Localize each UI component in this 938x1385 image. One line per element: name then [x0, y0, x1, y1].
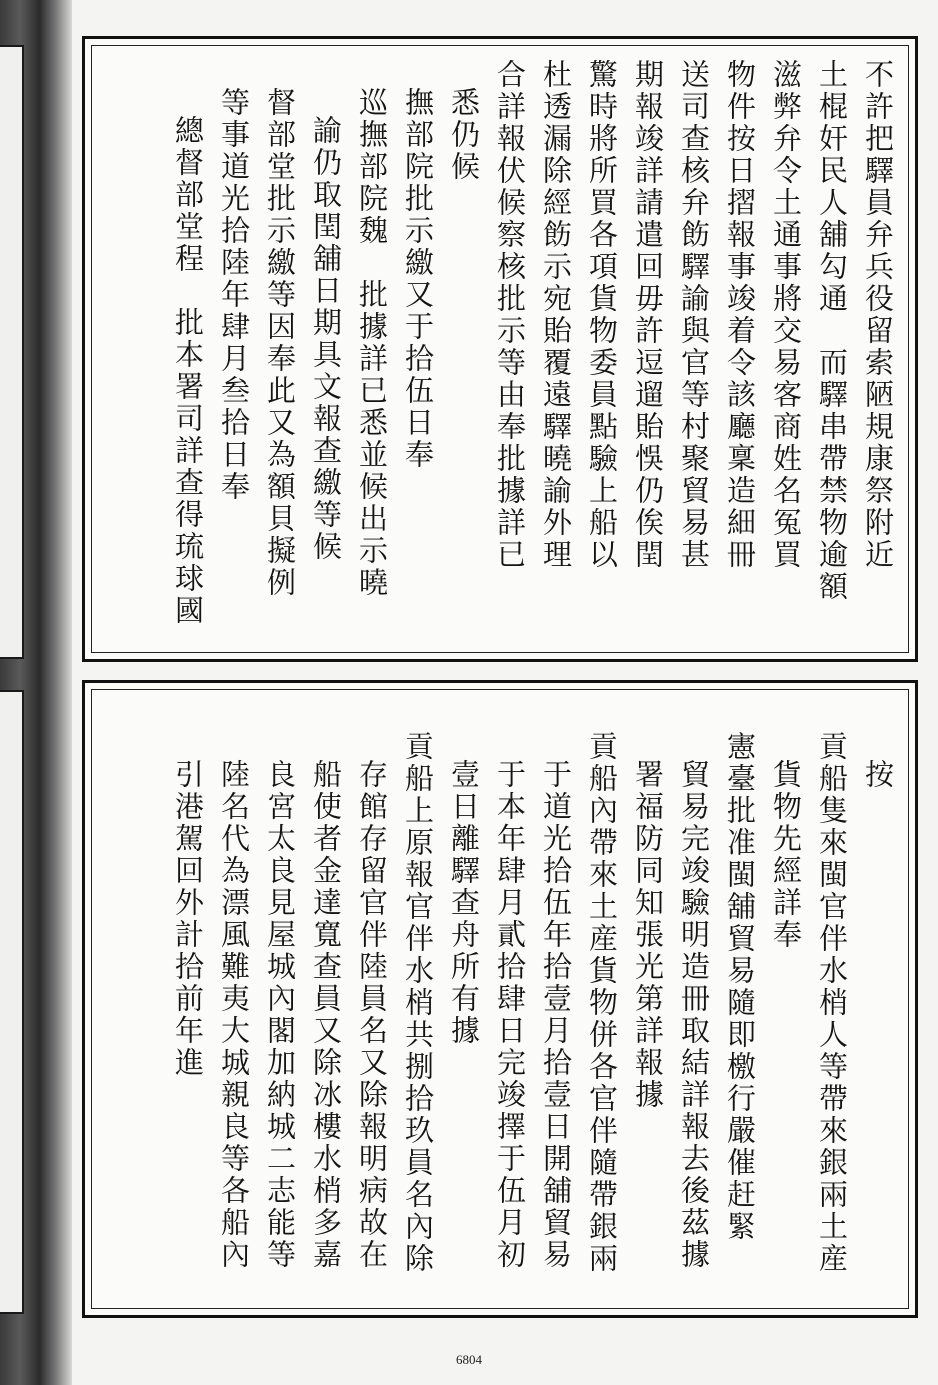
previous-page-edge-top [0, 45, 24, 659]
text-column: 存館存留官伴陸員名又除報明病故在 [355, 759, 389, 1271]
text-column: 引港駕回外計拾前年進 [171, 759, 205, 1079]
text-column: 貢船內帶來土産貨物併各官伴隨帶銀兩 [585, 731, 619, 1275]
lower-document-panel [82, 680, 918, 1318]
text-column: 貿易完竣驗明造冊取結詳報去後茲據 [677, 759, 711, 1271]
text-column: 督部堂批示繳等因奉此又為額貝擬例 [263, 87, 297, 599]
page-number: 6804 [456, 1352, 482, 1367]
text-column: 土棍奸民人舖勾通 而驛串帶禁物逾額 [815, 59, 849, 603]
text-column: 總督部堂程 批本署司詳查得琉球國 [171, 115, 205, 627]
text-column: 船使者金達寬查員又除冰樓水梢多嘉 [309, 759, 343, 1271]
upper-document-panel [82, 36, 918, 662]
text-column: 貢船隻來閩官伴水梢人等帶來銀兩土産 [815, 731, 849, 1275]
text-column: 諭仍取閏舖日期具文報查繳等候 [309, 115, 343, 563]
text-column: 于道光拾伍年拾壹月拾壹日開舖貿易 [539, 759, 573, 1271]
text-column: 撫部院批示繳又于拾伍日奉 [401, 87, 435, 471]
text-column: 驚時將所買各項貨物委員點驗上船以 [585, 59, 619, 571]
text-column: 合詳報伏候察核批示等由奉批據詳已 [493, 59, 527, 571]
text-column: 壹日離驛查舟所有據 [447, 759, 481, 1047]
text-column: 送司查核弁飭驛諭與官等村聚貿易甚 [677, 59, 711, 571]
text-column: 不許把驛員弁兵役留索陋規康祭附近 [861, 59, 895, 571]
text-column: 陸名代為漂風難夷大城親良等各船內 [217, 759, 251, 1271]
text-column: 期報竣詳請遣回毋許逗遛貽悞仍俟閏 [631, 59, 665, 571]
upper-text-columns [105, 59, 895, 639]
text-column: 悉仍候 [447, 87, 481, 183]
text-column: 于本年肆月貳拾肆日完竣擇于伍月初 [493, 759, 527, 1271]
text-column: 杜透漏除經飭示宛貽覆遠驛曉諭外理 [539, 59, 573, 571]
text-column: 貢船上原報官伴水梢共捌拾玖員名內除 [401, 731, 435, 1275]
previous-page-edge-bottom [0, 690, 24, 1314]
text-column: 良宮太良見屋城內閣加納城二志能等 [263, 759, 297, 1271]
text-column: 巡撫部院魏 批據詳已悉並候出示曉 [355, 87, 389, 599]
text-column: 按 [861, 759, 895, 791]
text-column: 憲臺批准閩舖貿易隨即檄行嚴催赶緊 [723, 731, 757, 1243]
lower-text-columns [105, 703, 895, 1295]
text-column: 署福防同知張光第詳報據 [631, 759, 665, 1111]
text-column: 等事道光拾陸年肆月叁拾日奉 [217, 87, 251, 503]
text-column: 物件按日摺報事竣着令該廳稟造細冊 [723, 59, 757, 571]
text-column: 貨物先經詳奉 [769, 759, 803, 951]
text-column: 滋弊弁令土通事將交易客商姓名冤買 [769, 59, 803, 571]
